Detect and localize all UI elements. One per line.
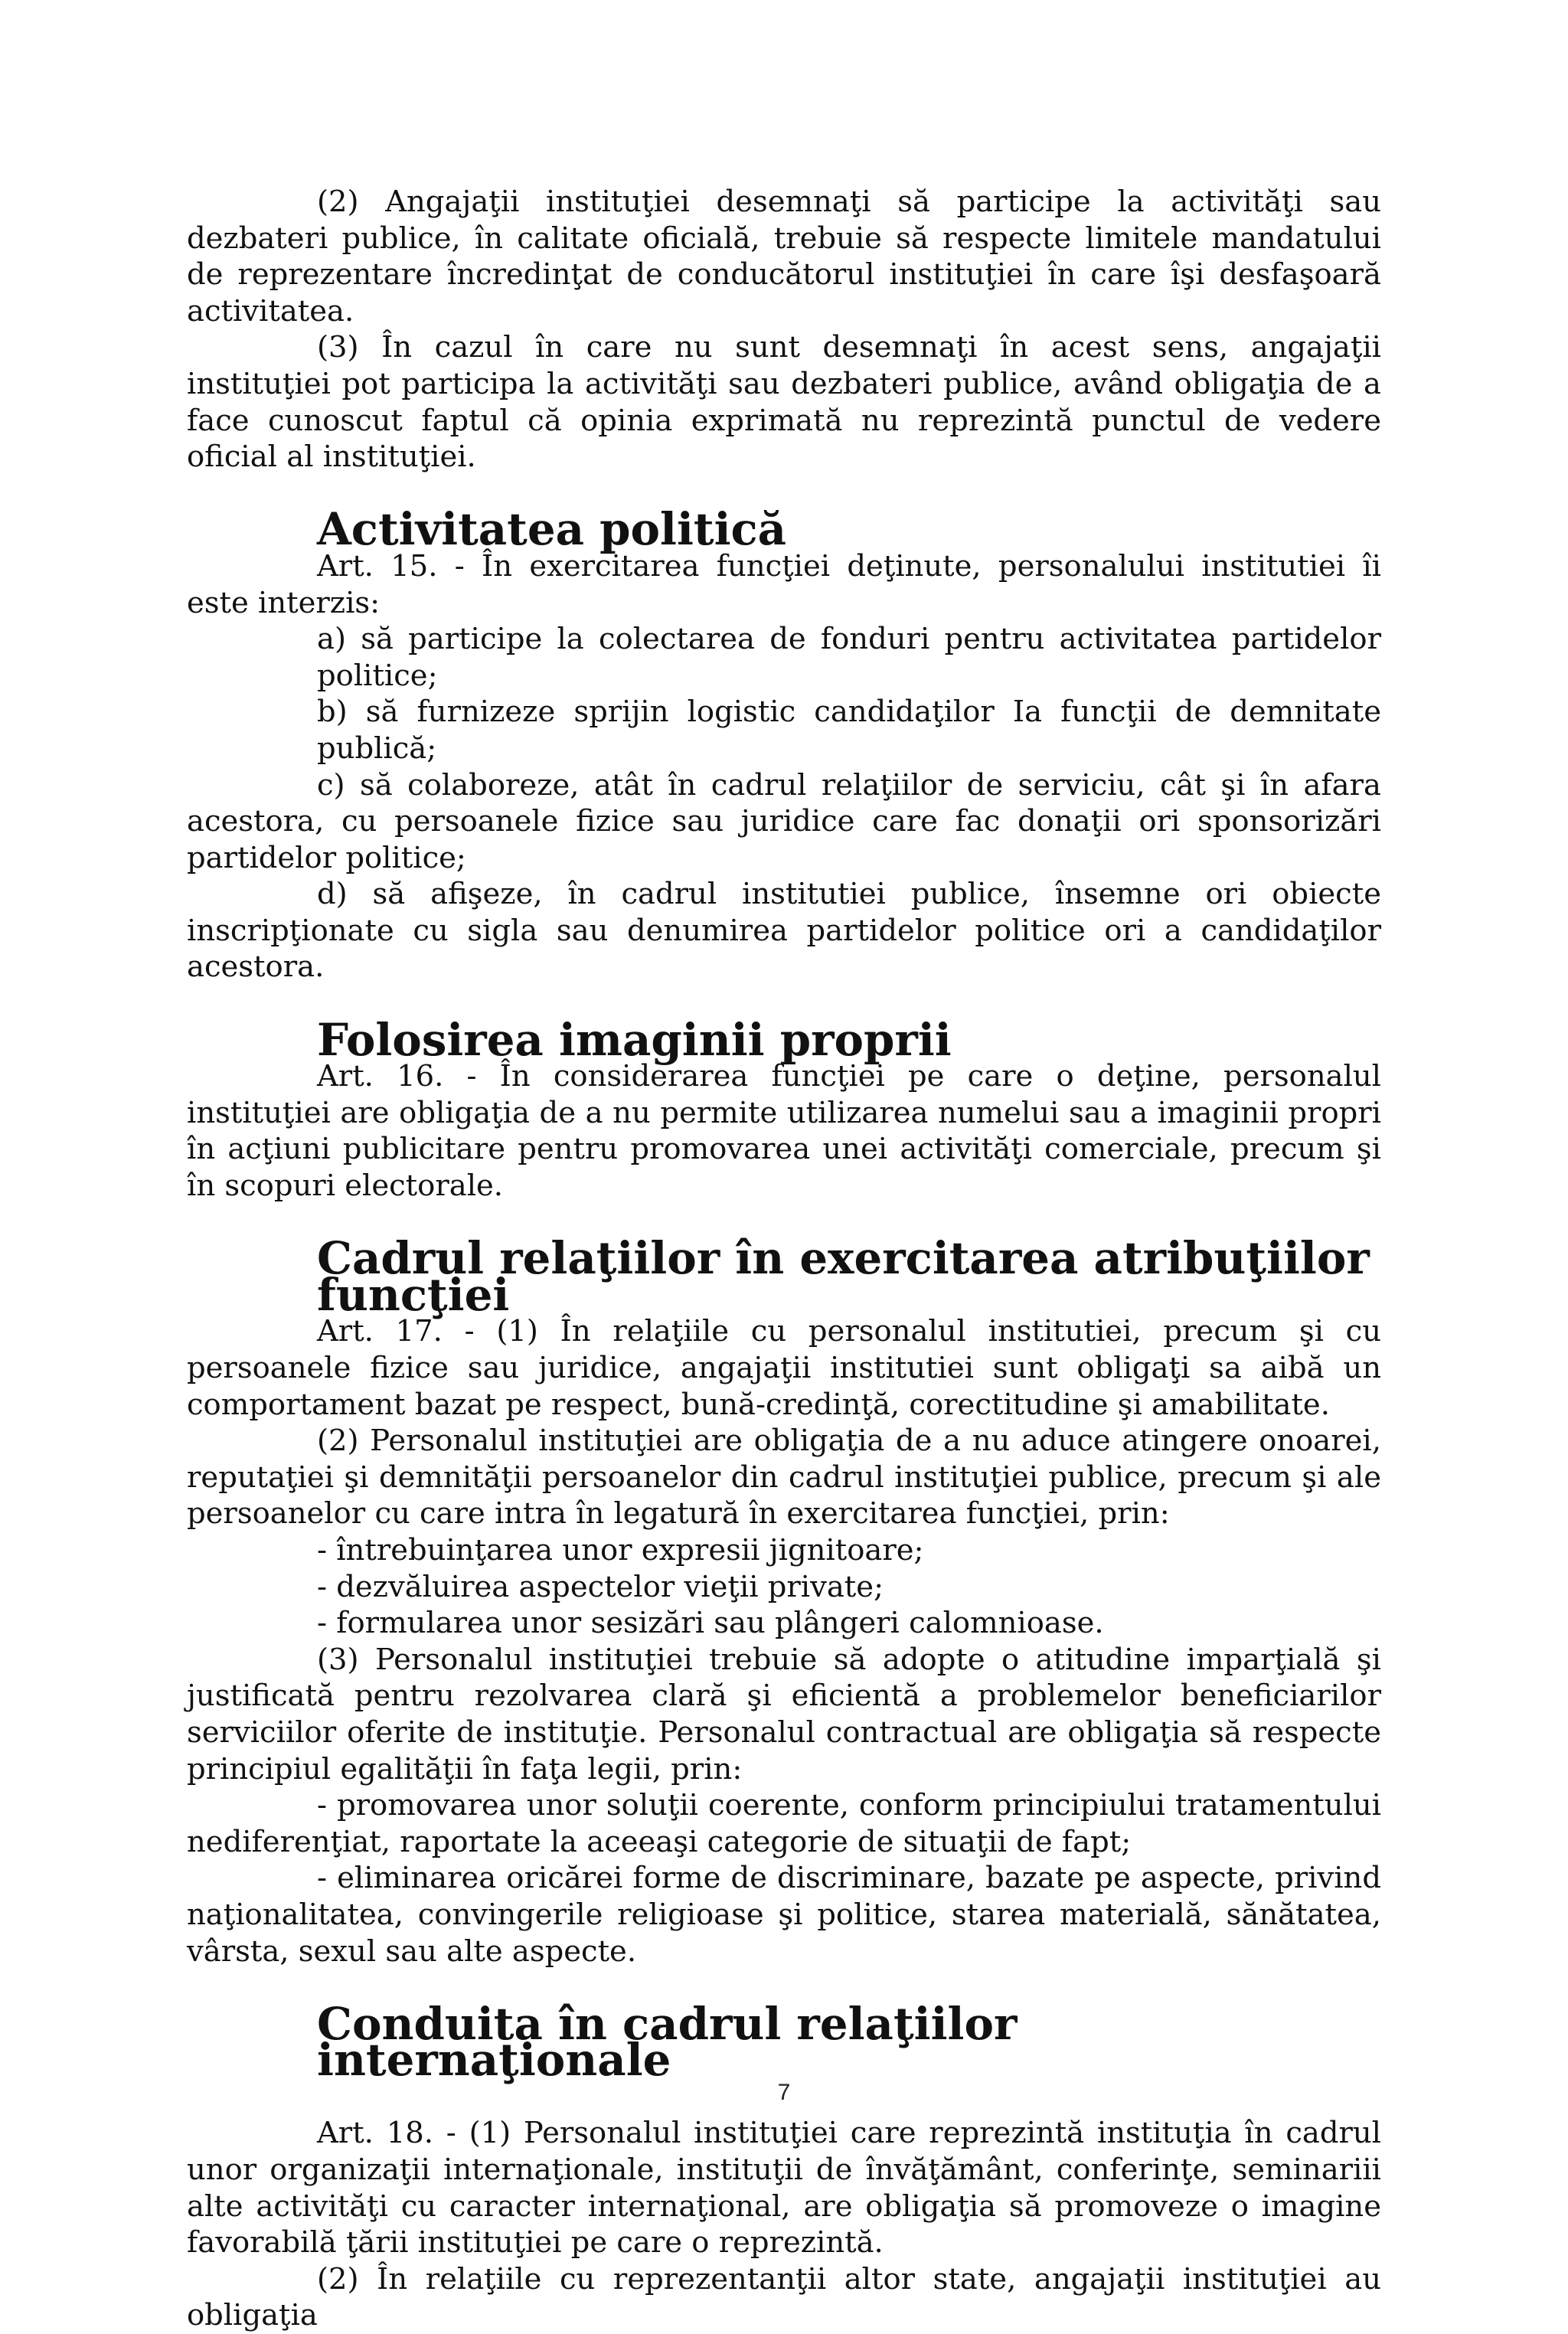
article-15-item-b: b) să furnizeze sprijin logistic candidaţilor Ia funcţii de demnitate publică; <box>317 695 1381 766</box>
article-15-item-a: a) să participe la colectarea de fonduri pentru activitatea partidelor politice; <box>317 622 1381 693</box>
heading-political-activity: Activitatea politică <box>317 503 787 556</box>
article-16: Art. 16. - În considerarea funcţiei pe care o deţine, personalul instituţiei are obligaţia de a nu permite utilizarea numelui sau a imaginii propri în acţiuni publicitare pentru promovarea unei activităţi comerciale, precum şi în scopuri electorale. <box>187 1059 1381 1204</box>
article-17-list-2-item: - întrebuinţarea unor expresii jignitoare; <box>317 1532 924 1567</box>
article-15-item-d: d) să afişeze, în cadrul institutiei publice, însemne ori obiecte inscripţionate cu sigla sau denumirea partidelor politice ori a candidaţilor acestora. <box>187 877 1381 985</box>
article-17-list-2-item: - dezvăluirea aspectelor vieţii private; <box>317 1569 884 1604</box>
article-17-list-3-item: - eliminarea oricărei forme de discriminare, bazate pe aspecte, privind naţionalitatea, convingerile religioase şi politice, starea materială, sănătatea, vârsta, sexul sau alte aspecte. <box>187 1861 1381 1969</box>
paragraph-2-representation-mandate: (2) Angajaţii instituţiei desemnaţi să participe la activităţi sau dezbateri publice, în calitate oficială, trebuie să respecte limitele mandatului de reprezentare încredinţat de conducătorul instituţiei în care îşi desfaşoară activitatea. <box>187 185 1381 329</box>
heading-international-relations: Conduita în cadrul relaţiilor internaţionale <box>317 1997 1018 2087</box>
article-17-paragraph-3: (3) Personalul instituţiei trebuie să adopte o atitudine imparţială şi justificată pentru rezolvarea clară şi eficientă a problemelor beneficiarilor serviciilor oferite de instituţie. Personalul contractual are obligaţia să respecte principiul egalităţii în faţa legii, prin: <box>187 1642 1381 1786</box>
article-18-paragraph-1: Art. 18. - (1) Personalul instituţiei care reprezintă instituţia în cadrul unor organizaţii internaţionale, instituţii de învăţământ, conferinţe, seminariii alte activităţi cu caracter internaţional, are obligaţia să promoveze o imagine favorabilă ţării instituţiei pe care o reprezintă. <box>187 2116 1381 2260</box>
article-15-item-c: c) să colaboreze, atât în cadrul relaţiilor de serviciu, cât şi în afara acestora, cu persoanele fizice sau juridice care fac donaţii ori sponsorizări partidelor politice; <box>187 767 1381 875</box>
article-17-paragraph-1: Art. 17. - (1) În relaţiile cu personalul institutiei, precum şi cu persoanele fizice sau juridice, angajaţii institutiei sunt obligaţi sa aibă un comportament bazat pe respect, bună-credinţă, corectitudine şi amabilitate. <box>187 1314 1381 1422</box>
article-17-list-3-item: - promovarea unor soluţii coerente, conform principiului tratamentului nediferenţiat, raportate la aceeaşi categorie de situaţii de fapt; <box>187 1788 1381 1859</box>
document-body <box>187 184 1381 2334</box>
article-18-paragraph-2: (2) În relaţiile cu reprezentanţii altor state, angajaţii instituţiei au obligaţia <box>187 2261 1381 2333</box>
article-17-paragraph-2: (2) Personalul instituţiei are obligaţia de a nu aduce atingere onoarei, reputaţiei şi demnităţii persoanelor din cadrul instituţiei publice, precum şi ale persoanelor cu care intra în legatură în exercitarea funcţiei, prin: <box>187 1424 1381 1531</box>
heading-own-image-use: Folosirea imaginii proprii <box>317 1013 952 1066</box>
page-number: 7 <box>777 2080 791 2105</box>
article-17-list-2-item: - formularea unor sesizări sau plângeri calomnioase. <box>317 1606 1104 1641</box>
paragraph-3-unofficial-opinion: (3) În cazul în care nu sunt desemnaţi în acest sens, angajaţii instituţiei pot participa la activităţi sau dezbateri publice, având obligaţia de a face cunoscut faptul că opinia exprimată nu reprezintă punctul de vedere oficial al instituţiei. <box>187 330 1381 475</box>
article-15: Art. 15. - În exercitarea funcţiei deţinute, personalului institutiei îi este interzis: <box>187 548 1381 620</box>
heading-relations-framework: Cadrul relaţiilor în exercitarea atribuţiilor funcţiei <box>317 1232 1370 1321</box>
